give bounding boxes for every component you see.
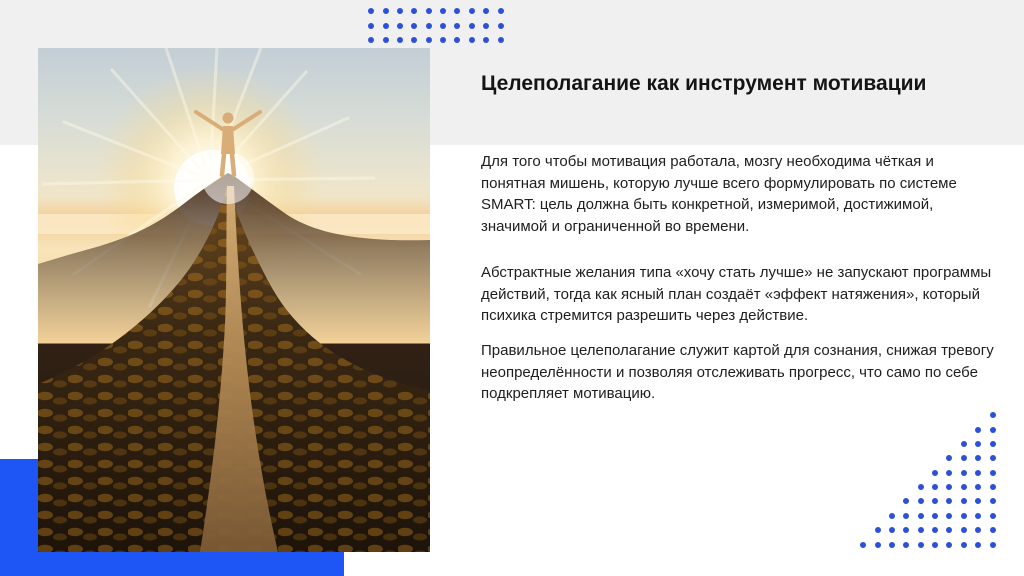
dot xyxy=(875,527,881,533)
dot xyxy=(498,8,504,14)
dot xyxy=(946,542,952,548)
dot xyxy=(932,484,938,490)
dot xyxy=(975,498,981,504)
dot xyxy=(903,498,909,504)
dot xyxy=(946,498,952,504)
dot xyxy=(498,23,504,29)
dot xyxy=(932,527,938,533)
dot xyxy=(961,470,967,476)
dot xyxy=(961,542,967,548)
dot xyxy=(990,427,996,433)
paragraph-goal-as-map: Правильное целеполагание служит картой для сознания, снижая тревогу неопределённости и позволяя отслеживать прогресс, что само по себе подкрепляет мотивацию. xyxy=(481,341,994,403)
dot xyxy=(975,542,981,548)
dot xyxy=(426,37,432,43)
dot xyxy=(368,8,374,14)
dot xyxy=(903,527,909,533)
dot xyxy=(975,427,981,433)
dot xyxy=(961,527,967,533)
dot xyxy=(426,23,432,29)
paragraph-abstract-wishes: Абстрактные желания типа «хочу стать лучше» не запускают программы действий, тогда как ясный план создаёт «эффект натяжения», который психика стремится разрешить через действие. xyxy=(481,263,992,325)
dot xyxy=(383,23,389,29)
dot xyxy=(411,23,417,29)
dot xyxy=(975,484,981,490)
dot xyxy=(990,412,996,418)
dot xyxy=(946,484,952,490)
dot xyxy=(918,513,924,519)
dot xyxy=(946,527,952,533)
dot xyxy=(946,470,952,476)
dot xyxy=(975,470,981,476)
dot xyxy=(889,513,895,519)
dot xyxy=(397,23,403,29)
corner-dots-decoration xyxy=(856,408,1000,552)
dot xyxy=(483,37,489,43)
dot xyxy=(990,542,996,548)
dot xyxy=(454,37,460,43)
dot xyxy=(946,455,952,461)
dot xyxy=(903,513,909,519)
dot xyxy=(454,23,460,29)
paragraph-smart-goal: Для того чтобы мотивация работала, мозгу необходима чёткая и понятная мишень, которую лучше всего формулировать по системе SMART: цель должна быть конкретной, измеримой, достижимой, значимой и ограниченной во времени. xyxy=(481,153,957,236)
dot xyxy=(483,23,489,29)
dot xyxy=(975,527,981,533)
top-dots-decoration xyxy=(364,4,508,47)
dot xyxy=(990,470,996,476)
dot xyxy=(397,8,403,14)
dot xyxy=(990,513,996,519)
dot xyxy=(961,484,967,490)
slide-title: Целеполагание как инструмент мотивации xyxy=(481,72,927,95)
dot xyxy=(411,37,417,43)
dot xyxy=(990,498,996,504)
dot xyxy=(440,23,446,29)
dot xyxy=(426,8,432,14)
dot xyxy=(383,8,389,14)
dot xyxy=(383,37,389,43)
mountain-scene-illustration xyxy=(38,48,430,552)
dot xyxy=(975,441,981,447)
dot xyxy=(440,37,446,43)
dot xyxy=(975,455,981,461)
dot xyxy=(946,513,952,519)
dot xyxy=(961,513,967,519)
dot xyxy=(918,527,924,533)
dot xyxy=(397,37,403,43)
bottom-accent-bar xyxy=(0,552,344,576)
dot xyxy=(469,37,475,43)
dot xyxy=(961,498,967,504)
dot xyxy=(918,542,924,548)
slide-body xyxy=(481,151,994,405)
dot xyxy=(440,8,446,14)
dot xyxy=(368,23,374,29)
dot xyxy=(990,441,996,447)
dot xyxy=(454,8,460,14)
dot xyxy=(483,8,489,14)
dot xyxy=(889,542,895,548)
dot xyxy=(975,513,981,519)
dot xyxy=(903,542,909,548)
dot xyxy=(990,527,996,533)
dot xyxy=(889,527,895,533)
dot xyxy=(990,484,996,490)
dot xyxy=(875,542,881,548)
dot xyxy=(411,8,417,14)
dot xyxy=(469,8,475,14)
dot xyxy=(932,498,938,504)
dot xyxy=(368,37,374,43)
dot xyxy=(990,455,996,461)
dot xyxy=(498,37,504,43)
dot xyxy=(469,23,475,29)
dot xyxy=(860,542,866,548)
dot xyxy=(961,455,967,461)
dot xyxy=(961,441,967,447)
dot xyxy=(918,498,924,504)
dot xyxy=(932,542,938,548)
mountain-sunrise-photo xyxy=(38,48,430,552)
dot xyxy=(932,470,938,476)
dot xyxy=(932,513,938,519)
dot xyxy=(918,484,924,490)
